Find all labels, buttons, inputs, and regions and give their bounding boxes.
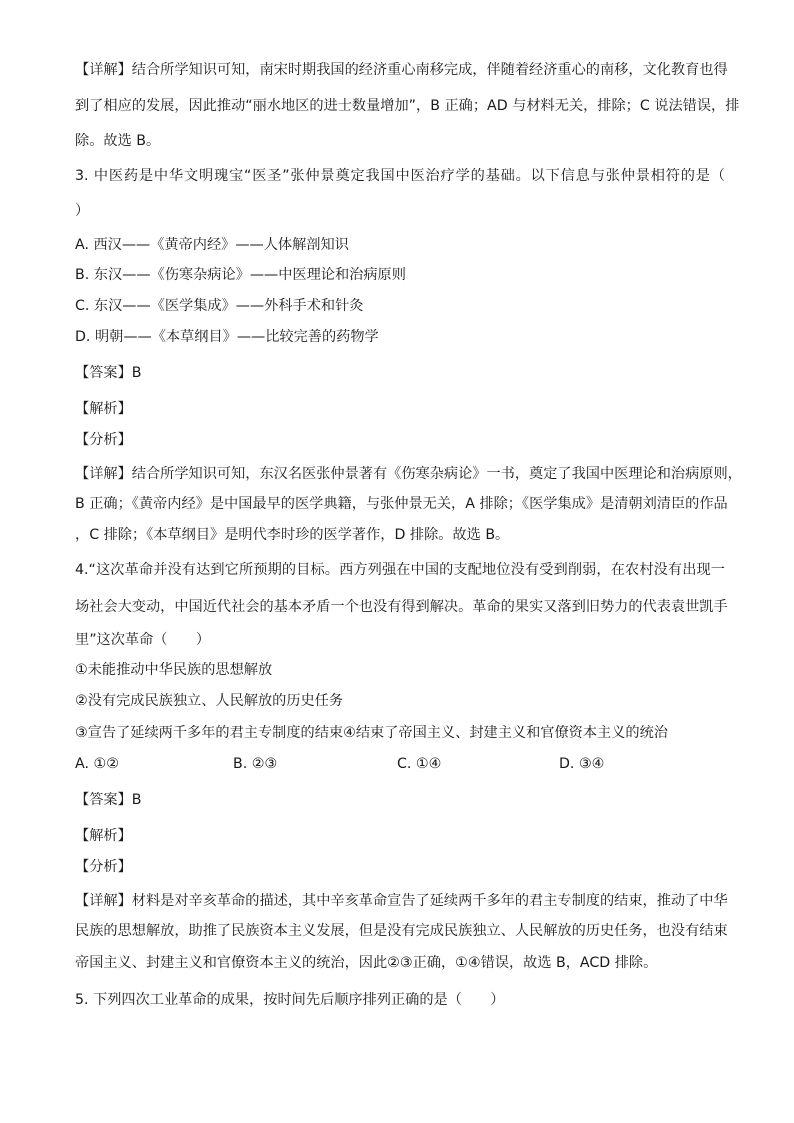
q3-option-a: A. 西汉——《黄帝内经》——人体解剖知识	[75, 237, 349, 253]
q4-detail-line2: 民族的思想解放，助推了民族资本主义发展，但是没有完成民族独立、人民解放的历史任务，也没有结束	[75, 923, 728, 939]
q3-stem-line2: ）	[75, 203, 90, 219]
q4-detail-line1: 【详解】材料是对辛亥革命的描述，其中辛亥革命宣告了延续两千多年的君主专制度的结束，推动了中华	[75, 893, 728, 909]
q3-analysis-label: 【解析】	[75, 401, 132, 417]
q4-answer	[75, 790, 142, 810]
q3-detail-line2: B 正确；《黄帝内经》是中国最早的医学典籍，与张仲景无关，A 排除；《医学集成》是清朝刘清臣的作品	[75, 496, 728, 512]
detail-label: 【详解】	[75, 893, 132, 909]
q3-option-d: D. 明朝——《本草纲目》——比较完善的药物学	[75, 329, 379, 345]
q4-analysis-label: 【解析】	[75, 828, 132, 844]
q2-detail-line1: 【详解】结合所学知识可知，南宋时期我国的经济重心南移完成，伴随着经济重心的南移，文化教育也得	[75, 62, 728, 78]
q4-statement-1: ①未能推动中华民族的思想解放	[75, 662, 273, 678]
q4-option-c: C. ①④	[397, 756, 442, 772]
detail-label: 【详解】	[75, 466, 132, 482]
q2-detail-line3: 除。故选 B。	[75, 133, 161, 149]
q4-option-b: B. ②③	[233, 756, 278, 772]
q2-detail-line2: 到了相应的发展，因此推动“丽水地区的进士数量增加”，B 正确；AD 与材料无关，排除；C 说法错误，排	[75, 98, 740, 114]
q4-stem-line1: 4.“这次革命并没有达到它所预期的目标。西方列强在中国的支配地位没有受到削弱，在农村没有出现一	[75, 562, 725, 578]
q3-fenxi-label: 【分析】	[75, 432, 132, 448]
answer-value: B	[131, 792, 142, 808]
q4-detail-line3: 帝国主义、封建主义和官僚资本主义的统治，因此②③正确，①④错误，故选 B，ACD 排除。	[75, 955, 658, 971]
detail-label: 【详解】	[75, 62, 132, 78]
q3-stem-line1: 3. 中医药是中华文明瑰宝“医圣”张仲景奠定我国中医治疗学的基础。以下信息与张仲景相符的是（	[75, 168, 725, 184]
q4-stem-line2: 场社会大变动，中国近代社会的基本矛盾一个也没有得到解决。革命的果实又落到旧势力的代表袁世凯手	[75, 599, 728, 615]
q5-stem-line1: 5. 下列四次工业革命的成果，按时间先后顺序排列正确的是（ ）	[75, 992, 505, 1008]
q3-detail-line3: ，C 排除；《本草纲目》是明代李时珍的医学著作，D 排除。故选 B。	[75, 527, 510, 543]
answer-label: 【答案】	[75, 365, 132, 381]
q3-detail-line1: 【详解】结合所学知识可知，东汉名医张仲景著有《伤寒杂病论》一书，奠定了我国中医理论和治病原则，	[75, 466, 742, 482]
q4-stem-line3: 里”这次革命（ ）	[75, 632, 211, 648]
q3-option-c: C. 东汉——《医学集成》——外科手术和针灸	[75, 298, 364, 314]
q4-option-a: A. ①②	[75, 756, 119, 772]
q3-option-b: B. 东汉——《伤寒杂病论》——中医理论和治病原则	[75, 267, 406, 283]
q4-statement-2: ②没有完成民族独立、人民解放的历史任务	[75, 693, 344, 709]
q4-option-d: D. ③④	[559, 756, 605, 772]
q4-fenxi-label: 【分析】	[75, 859, 132, 875]
answer-label: 【答案】	[75, 792, 132, 808]
answer-value: B	[131, 365, 142, 381]
q3-answer	[75, 363, 142, 383]
q4-statement-3-4: ③宣告了延续两千多年的君主专制度的结束④结束了帝国主义、封建主义和官僚资本主义的统治	[75, 725, 668, 741]
